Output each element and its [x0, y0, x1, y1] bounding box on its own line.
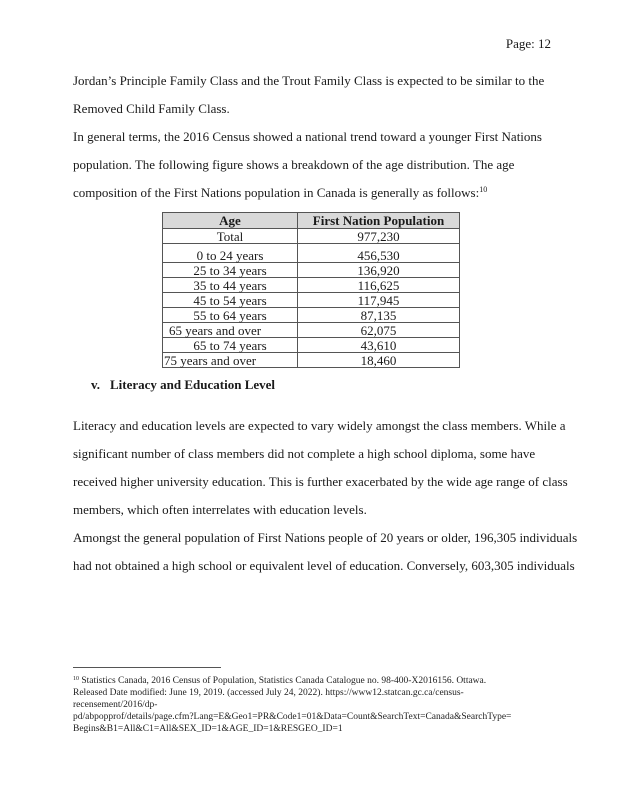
section-heading [91, 377, 275, 393]
text-line: Amongst the general population of First Nations people of 20 years or older, 196,305 individuals [73, 530, 578, 545]
age-cell: 75 years and over [163, 353, 298, 368]
text-line: Jordan’s Principle Family Class and the Trout Family Class is expected to be similar to the [73, 73, 545, 88]
age-cell: 35 to 44 years [163, 278, 298, 293]
footnote-text: Statistics Canada, 2016 Census of Population, Statistics Canada Catalogue no. 98-400-X2016156. Ottawa. [79, 676, 487, 686]
population-cell: 62,075 [298, 323, 460, 338]
column-header-age: Age [163, 213, 298, 229]
table-row [163, 338, 460, 353]
footnote-reference[interactable]: 10 [479, 185, 488, 194]
population-cell: 977,230 [298, 229, 460, 244]
footnote-link[interactable]: Begins&B1=All&C1=All&SEX_ID=1&AGE_ID=1&RESGEO_ID=1 [73, 724, 343, 734]
table-row [163, 323, 460, 338]
age-cell: 25 to 34 years [163, 263, 298, 278]
population-cell: 43,610 [298, 338, 460, 353]
population-cell: 18,460 [298, 353, 460, 368]
footnote-line: Released Date modified: June 19, 2019. (accessed July 24, 2022). https://www12.statcan.gc.ca/census- [73, 688, 464, 698]
table-row [163, 229, 460, 244]
population-cell: 136,920 [298, 263, 460, 278]
footnote-separator [73, 667, 221, 668]
section-title: Literacy and Education Level [110, 377, 276, 392]
footnote-link[interactable]: pd/abpopprof/details/page.cfm?Lang=E&Geo1=PR&Code1=01&Data=Count&SearchText=Canada&SearchType= [73, 712, 512, 722]
section-number: v. [91, 377, 101, 392]
table-header-row [163, 213, 460, 229]
footnote-line [73, 675, 553, 687]
age-cell: 55 to 64 years [163, 308, 298, 323]
text-line-content: composition of the First Nations population in Canada is generally as follows: [73, 185, 480, 200]
column-header-population: First Nation Population [298, 213, 460, 229]
age-cell: 65 to 74 years [163, 338, 298, 353]
population-cell: 116,625 [298, 278, 460, 293]
population-cell: 456,530 [298, 244, 460, 263]
text-line: Literacy and education levels are expected to vary widely amongst the class members. While a [73, 418, 566, 433]
table-row [163, 293, 460, 308]
table-row [163, 278, 460, 293]
text-line: In general terms, the 2016 Census showed a national trend toward a younger First Nations [73, 129, 542, 144]
population-cell: 117,945 [298, 293, 460, 308]
text-line: significant number of class members did not complete a high school diploma, some have [73, 446, 536, 461]
table-row [163, 353, 460, 368]
age-cell: 0 to 24 years [163, 244, 298, 263]
text-line [73, 185, 487, 201]
text-line: members, which often interrelates with education levels. [73, 502, 367, 517]
footnote [73, 675, 553, 735]
table-row [163, 244, 460, 263]
text-line: Removed Child Family Class. [73, 101, 230, 116]
table-row [163, 263, 460, 278]
age-distribution-table [162, 212, 460, 368]
page-number: Page: 12 [505, 36, 551, 51]
age-cell: Total [163, 229, 298, 244]
footnote-link[interactable]: recensement/2016/dp- [73, 700, 158, 710]
age-cell: 45 to 54 years [163, 293, 298, 308]
footnote-number: 10 [73, 676, 79, 682]
age-cell: 65 years and over [163, 323, 298, 338]
text-line: population. The following figure shows a breakdown of the age distribution. The age [73, 157, 515, 172]
population-cell: 87,135 [298, 308, 460, 323]
text-line: received higher university education. This is further exacerbated by the wide age range of class [73, 474, 568, 489]
table-row [163, 308, 460, 323]
text-line: had not obtained a high school or equivalent level of education. Conversely, 603,305 individuals [73, 558, 575, 573]
